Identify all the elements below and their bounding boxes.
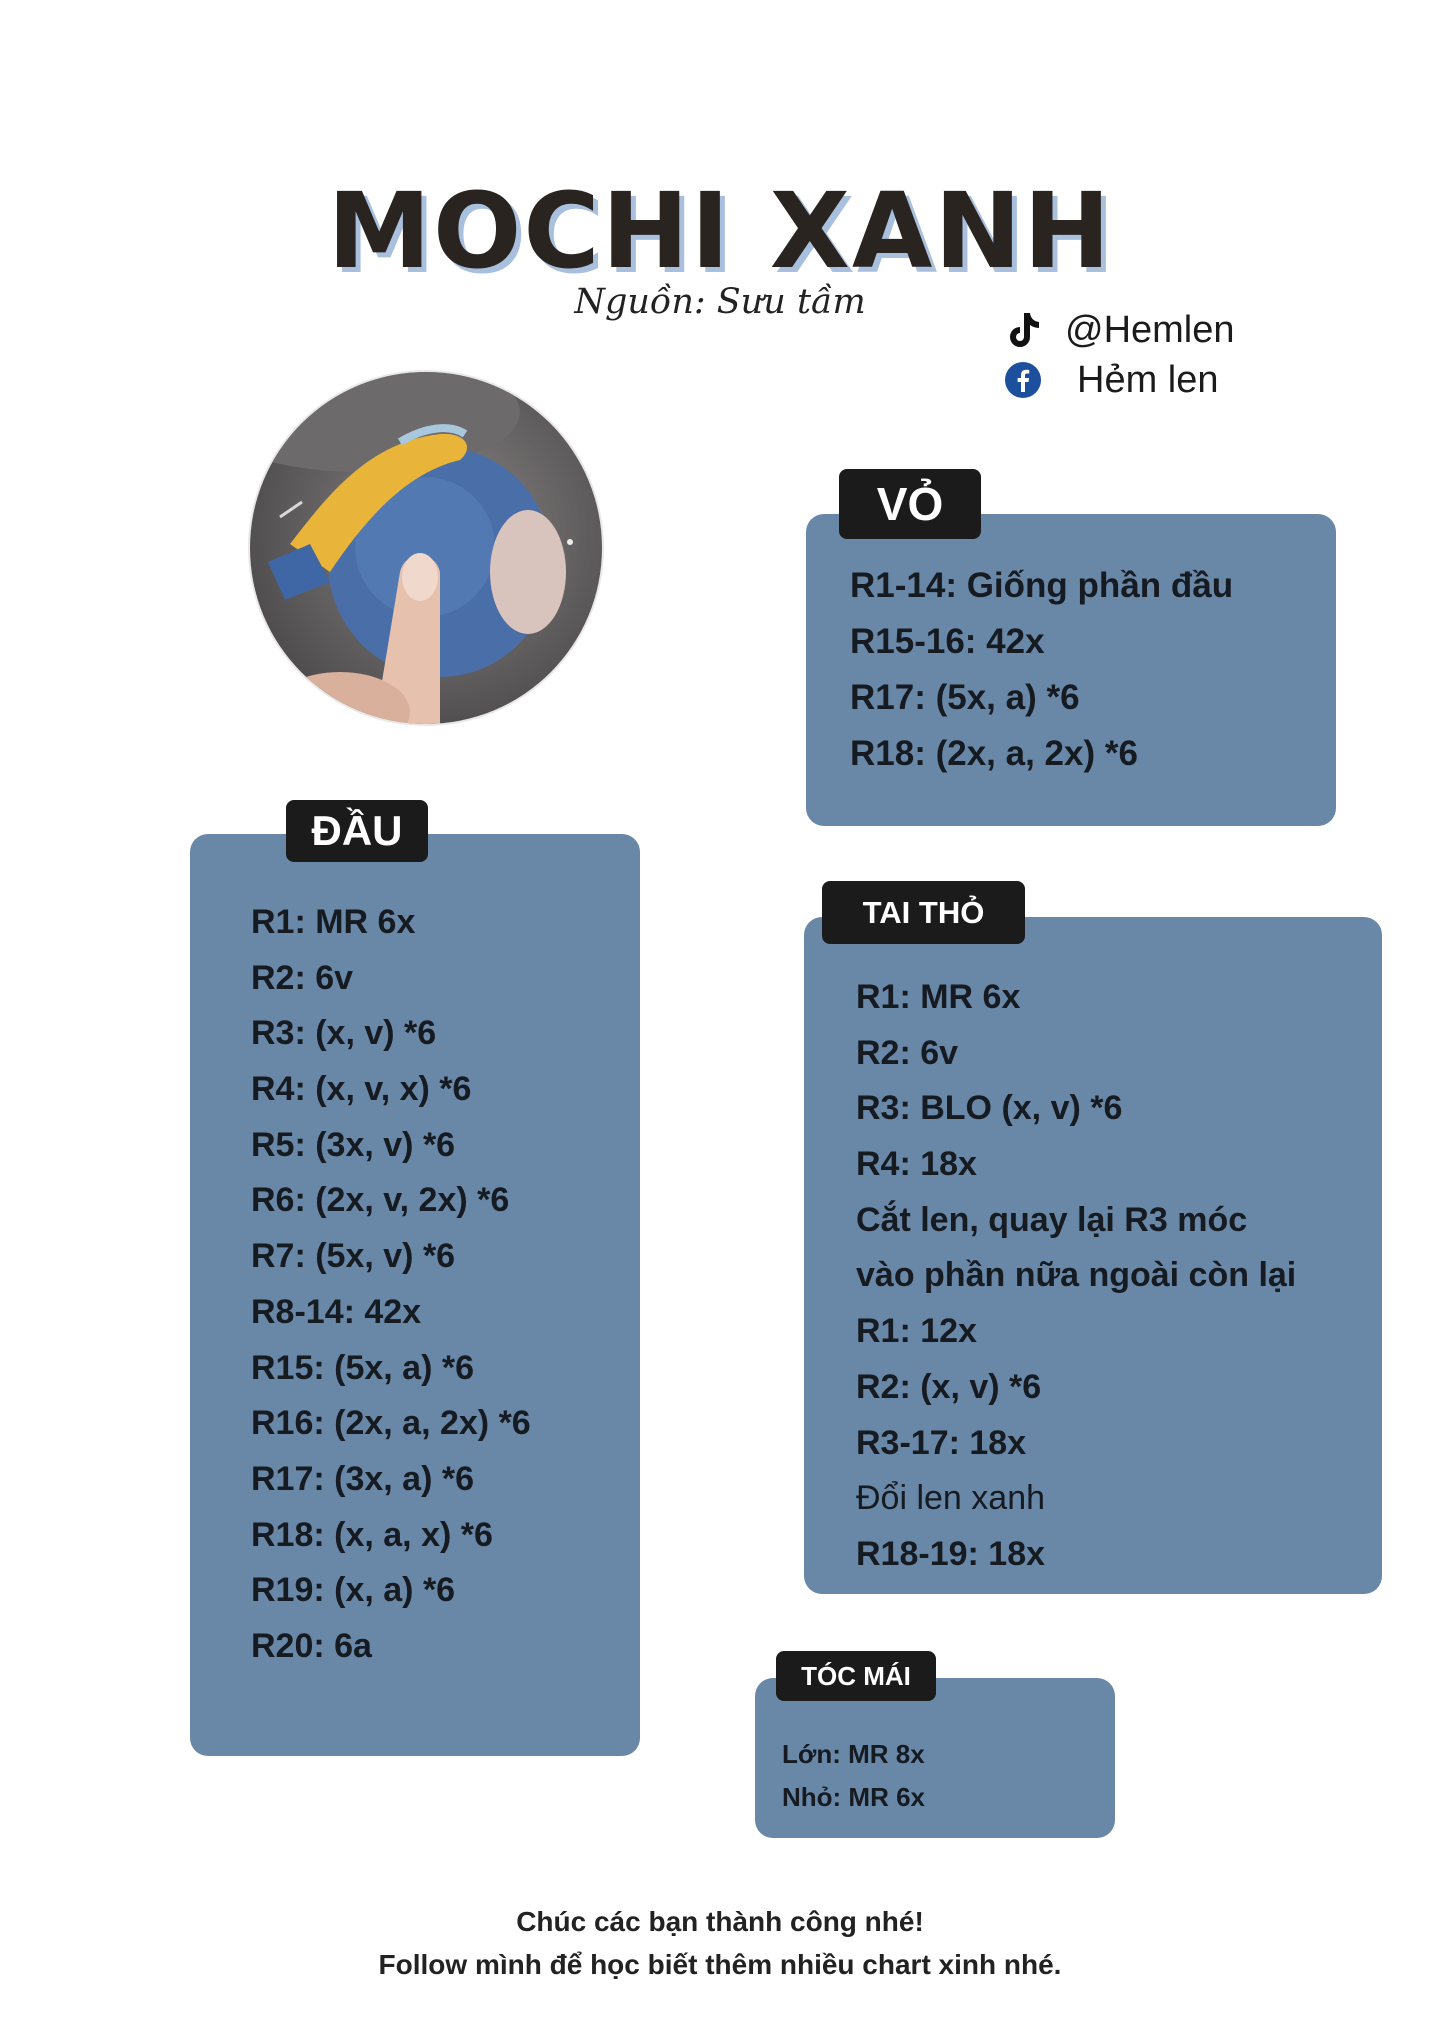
tiktok-handle[interactable] (1003, 305, 1235, 355)
social-links (1003, 305, 1235, 405)
instruction-line: R17: (5x, a) *6 (850, 678, 1080, 717)
mochi-photo (250, 372, 602, 724)
instruction-line: Lớn: MR 8x (782, 1739, 925, 1769)
facebook-icon (1003, 360, 1043, 400)
instruction-line: R1: MR 6x (856, 978, 1021, 1016)
instruction-line: R2: 6v (856, 1033, 959, 1072)
instruction-line: R1: MR 6x (251, 903, 416, 941)
bangs-heading: TÓC MÁI (776, 1651, 936, 1701)
instruction-line: Nhỏ: MR 6x (782, 1782, 925, 1812)
instruction-line: R3-17: 18x (856, 1423, 1027, 1462)
source-credit: Nguồn: Sưu tầm (574, 282, 866, 322)
shell-instructions (850, 558, 1233, 782)
instruction-line: R8-14: 42x (251, 1292, 422, 1331)
instruction-line: R1-14: Giống phần đầu (850, 566, 1234, 605)
page-title: MOCHI XANH (327, 170, 1113, 292)
head-heading: ĐẦU (286, 800, 428, 862)
instruction-line: R19: (x, a) *6 (251, 1571, 456, 1610)
head-instructions (251, 895, 531, 1675)
bangs-instructions (782, 1733, 925, 1819)
instruction-line: R18-19: 18x (856, 1534, 1046, 1573)
tiktok-icon (1003, 310, 1043, 350)
instruction-line: Đổi len xanh (856, 1479, 1046, 1518)
instruction-line: R18: (x, a, x) *6 (251, 1515, 493, 1554)
footer-line: Follow mình để học biết thêm nhiều chart xinh nhé. (378, 1949, 1062, 1980)
instruction-line: R16: (2x, a, 2x) *6 (251, 1404, 531, 1443)
facebook-page-label: Hẻm len (1077, 358, 1219, 401)
instruction-line: R4: 18x (856, 1145, 977, 1184)
instruction-line: vào phần nữa ngoài còn lại (856, 1256, 1297, 1295)
facebook-page[interactable] (1003, 355, 1235, 405)
instruction-line: R7: (5x, v) *6 (251, 1237, 456, 1276)
instruction-line: R20: 6a (251, 1626, 372, 1665)
shell-heading: VỎ (839, 469, 981, 539)
tiktok-handle-label: @Hemlen (1065, 308, 1235, 351)
instruction-line: R15: (5x, a) *6 (251, 1348, 474, 1387)
footer-line: Chúc các bạn thành công nhé! (516, 1906, 924, 1937)
instruction-line: R2: 6v (251, 958, 354, 997)
bunny-ears-heading: TAI THỎ (822, 881, 1025, 944)
instruction-line: R1: 12x (856, 1312, 977, 1351)
instruction-line: R3: (x, v) *6 (251, 1014, 437, 1053)
instruction-line: R15-16: 42x (850, 622, 1045, 661)
instruction-line: R2: (x, v) *6 (856, 1367, 1042, 1406)
instruction-line: R3: BLO (x, v) *6 (856, 1089, 1123, 1128)
bunny-ears-instructions (856, 970, 1296, 1583)
instruction-line: R5: (3x, v) *6 (251, 1125, 456, 1164)
footer-message (0, 1900, 1440, 1986)
instruction-line: R6: (2x, v, 2x) *6 (251, 1181, 510, 1220)
instruction-line: R18: (2x, a, 2x) *6 (850, 734, 1138, 773)
instruction-line: R17: (3x, a) *6 (251, 1459, 474, 1498)
instruction-line: Cắt len, quay lại R3 móc (856, 1200, 1248, 1239)
instruction-line: R4: (x, v, x) *6 (251, 1070, 472, 1109)
